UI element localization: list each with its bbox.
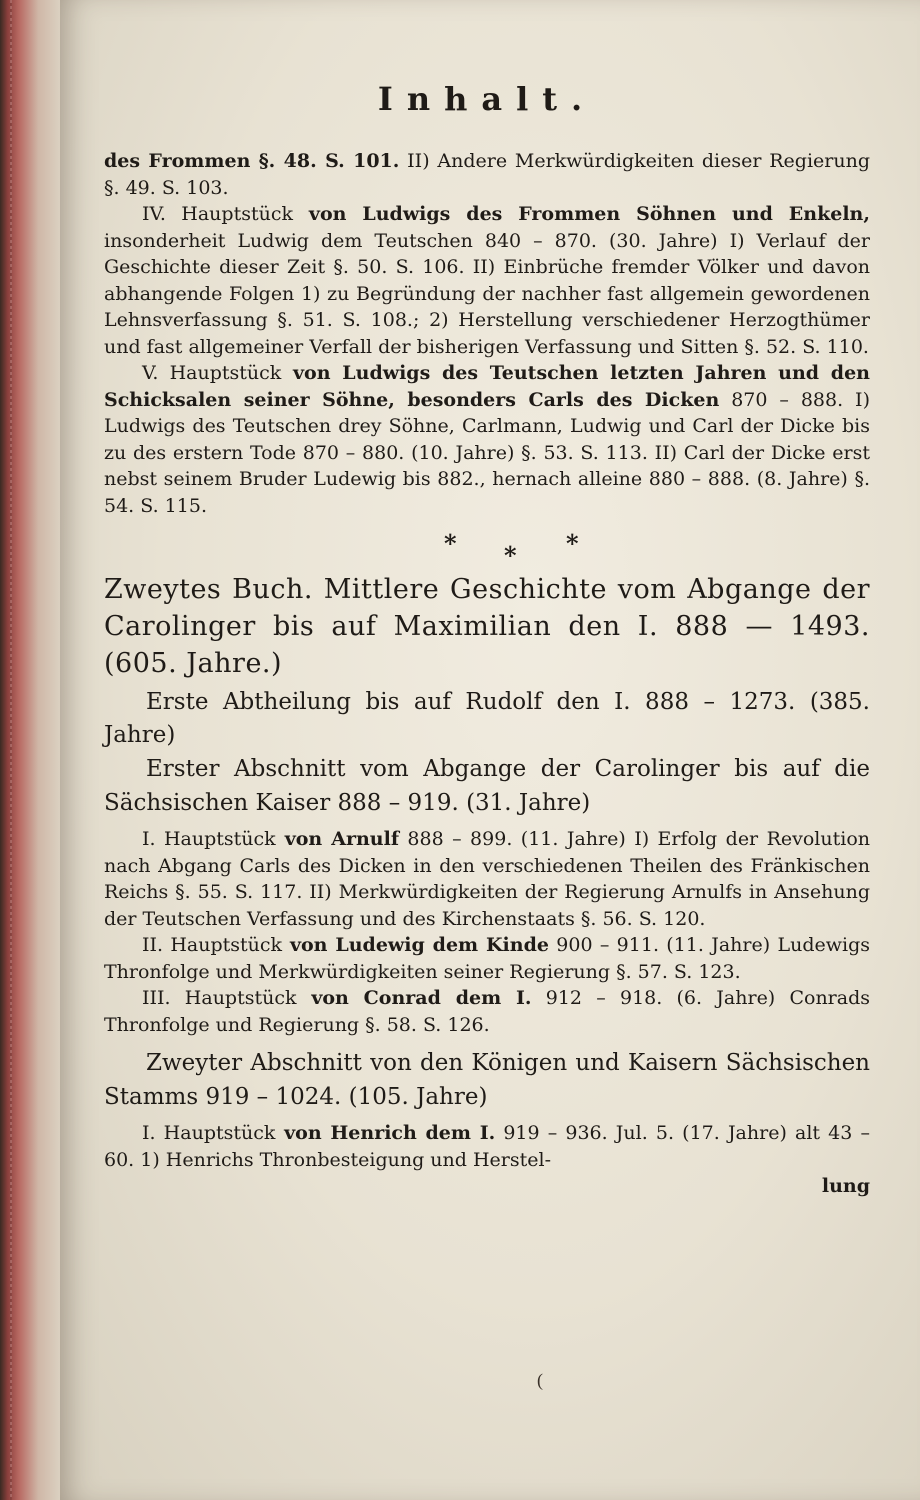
chapter-title: von Ludewig dem Kinde bbox=[282, 934, 549, 956]
toc-entry-henrich bbox=[104, 1120, 870, 1173]
chapter-title: von Henrich dem I. bbox=[275, 1122, 496, 1144]
book-heading: Zweytes Buch. Mittlere Geschichte vom Abgange der Carolinger bis auf Maximilian den I. 888 — 1493. (605. Jahre.) bbox=[104, 574, 870, 679]
chapter-text: 900 – 911. (11. Jahre) Ludewigs Thronfolge und Merkwürdigkeiten seiner Regierung §. 57. S. 123. bbox=[104, 934, 870, 983]
book-spine-edge bbox=[0, 0, 64, 1500]
asterism bbox=[104, 519, 870, 571]
toc-entry-arnulf bbox=[104, 826, 870, 932]
toc-entry-chapter-4 bbox=[104, 201, 870, 360]
catchword: lung bbox=[821, 1175, 870, 1197]
toc-entry-conrad bbox=[104, 985, 870, 1038]
toc-entry-ludewig bbox=[104, 932, 870, 985]
chapter-number: IV. Hauptstück bbox=[142, 203, 293, 225]
section-heading: Erster Abschnitt vom Abgange der Carolinger bis auf die Sächsischen Kaiser 888 – 919. (31. Jahre) bbox=[104, 756, 870, 816]
chapter-text: 919 – 936. Jul. 5. (17. Jahre) alt 43 – 60. 1) Henrichs Thronbesteigung und Herstel- bbox=[104, 1122, 870, 1171]
signature-mark: ( bbox=[537, 1370, 543, 1390]
division-heading: Erste Abtheilung bis auf Rudolf den I. 888 – 1273. (385. Jahre) bbox=[104, 689, 870, 748]
chapter-text: 912 – 918. (6. Jahre) Conrads Thronfolge und Regierung §. 58. S. 126. bbox=[104, 987, 870, 1036]
asterism-star: * bbox=[504, 541, 517, 570]
chapter-title: von Conrad dem I. bbox=[296, 987, 532, 1009]
toc-entry-chapter-5 bbox=[104, 360, 870, 519]
chapter-title: von Ludwigs des Frommen Söhnen und Enkeln, bbox=[293, 203, 870, 225]
continuation-bold: des Frommen §. 48. S. 101. bbox=[104, 150, 400, 172]
chapter-number: I. Hauptstück bbox=[142, 828, 276, 850]
asterism-star: * bbox=[444, 529, 457, 558]
chapter-number: III. Hauptstück bbox=[142, 987, 297, 1009]
asterism-star: * bbox=[566, 529, 579, 558]
chapter-title: von Arnulf bbox=[275, 828, 399, 850]
chapter-title: von Ludwigs des Teutschen letzten Jahren und den Schicksalen seiner Söhne, besonders Carls des Dicken bbox=[104, 362, 870, 411]
chapter-number: V. Hauptstück bbox=[142, 362, 282, 384]
section-heading: Zweyter Abschnitt von den Königen und Kaisern Sächsischen Stamms 919 – 1024. (105. Jahre) bbox=[104, 1050, 870, 1110]
chapter-text: insonderheit Ludwig dem Teutschen 840 – 870. (30. Jahre) I) Verlauf der Geschichte dieser Zeit §. 50. S. 106. II) Einbrüche fremder Völker und davon abhangende Folgen 1) zu Begründung der nachher fast allgemein gewordenen Lehnsverfassung §. 51. S. 108.; 2) Herstellung verschiedener Herzogthümer und fast allgemeiner Verfall der bisherigen Verfassung und Sitten §. 52. S. 110. bbox=[104, 229, 870, 358]
table-of-contents bbox=[104, 148, 870, 1199]
chapter-number: II. Hauptstück bbox=[142, 934, 283, 956]
running-head: Inhalt. bbox=[377, 80, 597, 118]
toc-entry-continuation bbox=[104, 148, 870, 201]
chapter-text: 870 – 888. I) Ludwigs des Teutschen drey Söhne, Carlmann, Ludwig und Carl der Dicke bis zu des erstern Tode 870 – 880. (10. Jahre) §. 53. S. 113. II) Carl der Dicke erst nebst seinem Bruder Ludewig bis 882., hernach alleine 880 – 888. (8. Jahre) §. 54. S. 115. bbox=[104, 388, 870, 517]
chapter-number: I. Hauptstück bbox=[142, 1122, 276, 1144]
continuation-text: II) Andere Merkwürdigkeiten dieser Regierung §. 49. S. 103. bbox=[104, 150, 870, 199]
chapter-text: 888 – 899. (11. Jahre) I) Erfolg der Revolution nach Abgang Carls des Dicken in den verschiedenen Theilen des Fränkischen Reichs §. 55. S. 117. II) Merkwürdigkeiten der Regierung Arnulfs in Ansehung der Teutschen Verfassung und des Kirchenstaats §. 56. S. 120. bbox=[104, 828, 870, 930]
